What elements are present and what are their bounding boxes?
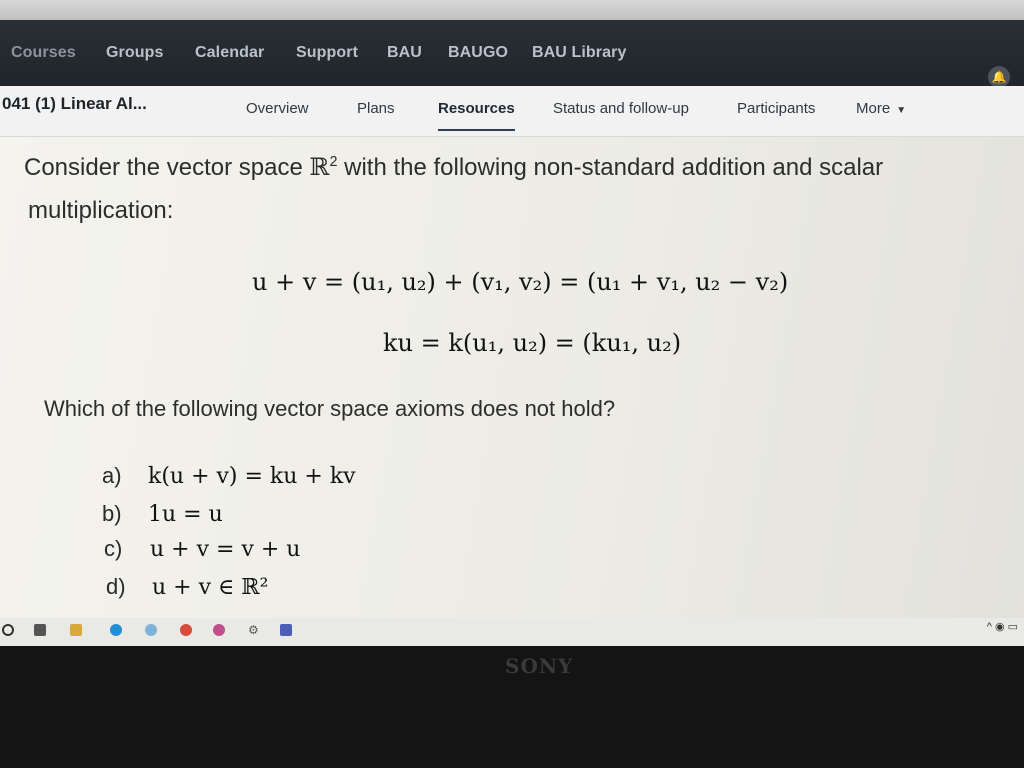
edge-browser-icon[interactable]	[110, 624, 122, 636]
option-d[interactable]	[106, 574, 268, 600]
tab-resources[interactable]: Resources	[438, 100, 515, 117]
nav-calendar[interactable]: Calendar	[195, 44, 265, 61]
course-title[interactable]: 041 (1) Linear Al...	[2, 94, 147, 113]
nav-support[interactable]: Support	[296, 44, 359, 61]
windows-taskbar	[0, 618, 1024, 646]
tab-more[interactable]	[856, 100, 906, 117]
tab-participants[interactable]: Participants	[737, 100, 816, 117]
nav-bau[interactable]: BAU	[387, 44, 422, 61]
system-tray-icons[interactable]: ^ ◉ ▭	[986, 621, 1018, 633]
option-b[interactable]	[102, 501, 223, 527]
monitor-brand-logo: SONY	[505, 654, 574, 678]
tab-overview[interactable]: Overview	[246, 100, 309, 117]
course-navigation-bar	[0, 86, 1024, 137]
addition-equation: u + v = (u₁, u₂) + (v₁, v₂) = (u₁ + v₁, u₂ − v₂)	[252, 268, 789, 296]
option-label: a)	[102, 463, 122, 488]
option-c[interactable]	[104, 536, 300, 562]
intro-text-a: Consider the vector space	[24, 154, 310, 181]
question-intro-line1	[24, 153, 883, 182]
option-text: u + v = v + u	[150, 537, 301, 562]
monitor-bezel	[0, 646, 1024, 768]
chevron-down-icon: ▼	[896, 105, 907, 116]
nav-baugo[interactable]: BAUGO	[448, 44, 509, 61]
app-icon[interactable]	[213, 624, 225, 636]
scalar-multiplication-equation: ku = k(u₁, u₂) = (ku₁, u₂)	[383, 329, 682, 357]
option-label: d)	[106, 574, 126, 599]
nav-groups[interactable]: Groups	[106, 44, 164, 61]
option-label: c)	[104, 536, 123, 561]
real-space-symbol: ℝ	[309, 153, 330, 181]
option-a[interactable]	[102, 463, 356, 489]
option-text: 1u = u	[148, 502, 223, 527]
option-text: u + v ∈ ℝ²	[152, 575, 269, 600]
option-label: b)	[102, 501, 122, 526]
nav-bau-library[interactable]: BAU Library	[532, 44, 627, 61]
question-intro-line2: multiplication:	[28, 197, 174, 224]
option-text: k(u + v) = ku + kv	[148, 464, 356, 489]
tab-more-label: More	[856, 100, 891, 117]
app-icon[interactable]	[145, 624, 157, 636]
tab-status-and-follow-up[interactable]: Status and follow-up	[553, 100, 689, 117]
wall-background	[0, 0, 1024, 22]
real-space-exponent: 2	[329, 154, 338, 170]
intro-text-b: with the following non-standard addition and scalar	[337, 154, 884, 181]
file-explorer-icon[interactable]	[70, 624, 82, 636]
global-navigation-bar	[0, 20, 1024, 94]
task-view-icon[interactable]	[34, 624, 46, 636]
question-prompt: Which of the following vector space axioms does not hold?	[44, 396, 616, 421]
settings-gear-icon[interactable]: ⚙	[248, 623, 259, 637]
chrome-icon[interactable]	[180, 624, 192, 636]
notification-bell-icon[interactable]: 🔔	[988, 66, 1010, 88]
question-content	[0, 137, 1024, 629]
tab-plans[interactable]: Plans	[357, 100, 395, 117]
search-icon[interactable]	[2, 624, 14, 636]
teams-icon[interactable]	[280, 624, 292, 636]
nav-courses[interactable]: Courses	[11, 44, 76, 61]
